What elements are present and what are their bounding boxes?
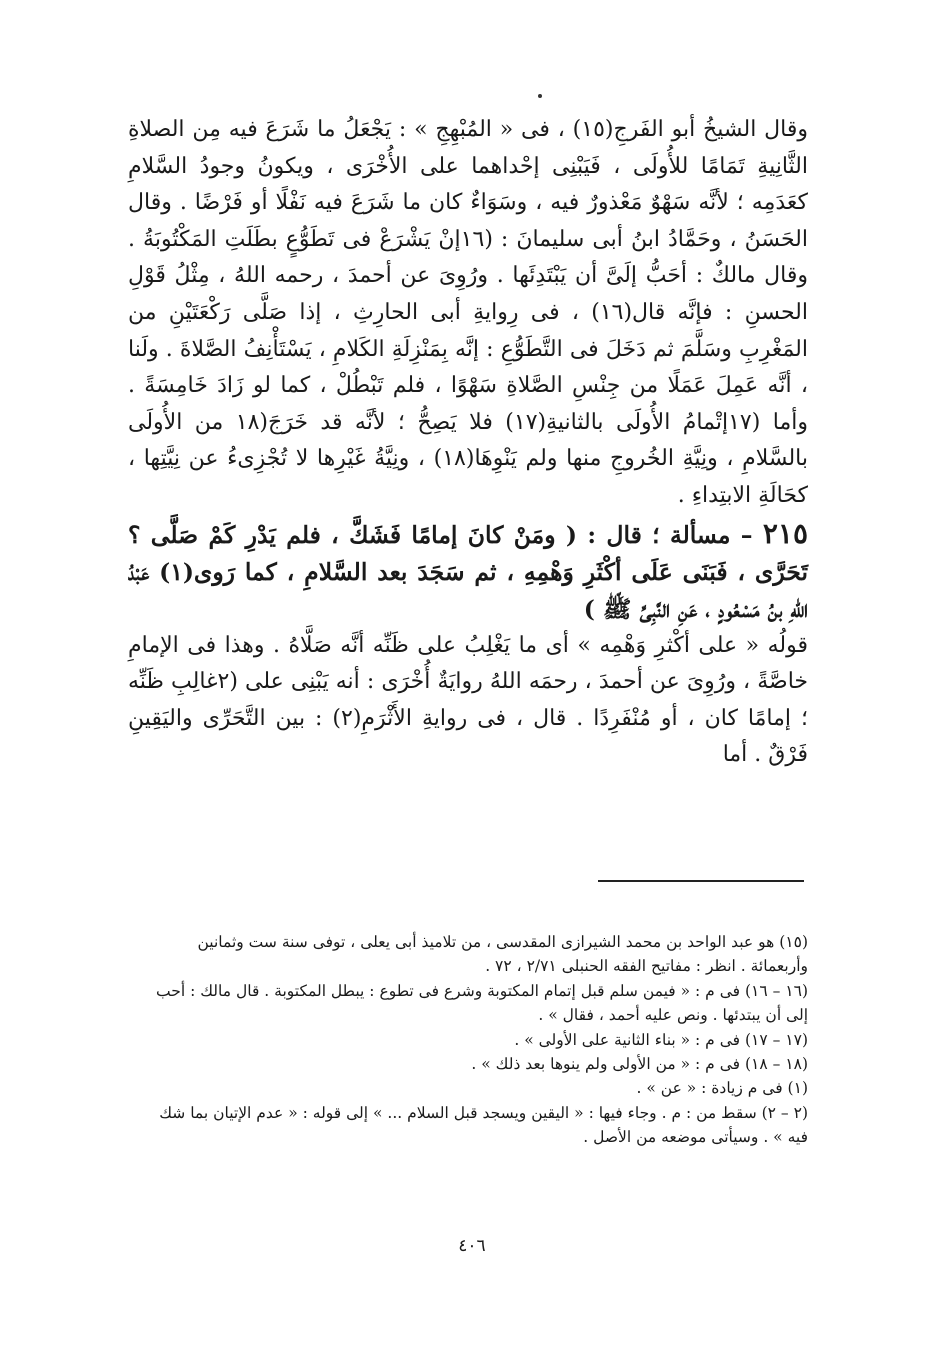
paragraph-2: قولُه « على أكْثرِ وَهْمِه » أى ما يَغْلِبُ على ظَنِّه أنَّه صَلَّاهُ . وهذا فى الإمامِ خاصَّةً ، ورُوِىَ عن أحمدَ ، رحمَه اللهُ روايَةٌ أُخْرَى : أنه يَبْنِى على (٢غالِبِ ظَنِّه ؛ إمامًا كان ، أو مُنْفَرِدًا . قال ، فى روايةِ الأَثْرَمِ(٢) : بين التَّحَرِّى واليَقِينِ فَرْقٌ . أما xyxy=(128,632,808,768)
header-dot xyxy=(538,94,542,98)
masala-number: ٢١٥ xyxy=(762,516,808,550)
footnote: (١٥) هو عبد الواحد بن محمد الشيرازى المقدسى ، من تلاميذ أبى يعلى ، توفى سنة ست وثمانين وأربعمائة . انظر : مفاتيح الفقه الحنبلى ٢/٧١ ، ٧٢ . xyxy=(197,933,808,976)
footnote: (١٨ – ١٨) فى م : « من الأولى ولم ينوها بعد ذلك » . xyxy=(471,1055,808,1074)
footnote: (١٦ – ١٦) فى م : « فيمن سلم قبل إتمام المكتوبة وشرع فى تطوع : يبطل المكتوبة . قال مالك : أحب إلى أن يبتدئها . ونص عليه أحمد ، فقال » . xyxy=(156,981,808,1025)
footnote: (١) فى م زيادة : « عن » . xyxy=(636,1079,808,1098)
footnote: (٢ – ٢) سقط من : م . وجاء فيها : « اليقين ويسجد قبل السلام ... » إلى قوله : « عدم الإتيان بما شك فيه » . وسيأتى موضعه من الأصل . xyxy=(159,1103,808,1147)
page-number: ٤٠٦ xyxy=(458,1236,486,1256)
footnotes xyxy=(136,930,808,1150)
masala-text: – مسألة ؛ قال : ( ومَنْ كانَ إمامًا فَشَكَّ ، فلم يَدْرِ كَمْ صَلَّى ؟ تَحَرَّى ، فَبَنَى عَلَى أكْثَرِ وَهْمِهِ ، ثم سَجَدَ بعد السَّلامِ ، كما رَوى(١) عَبْدُ اللهِ بنُ مَسْعُودٍ ، عَنِ النَّبِىِّ ﷺ ) xyxy=(128,520,808,623)
paragraph-1: وقال الشيخُ أبو الفَرجِ(١٥) ، فى « المُبْهِجِ » : يَجْعَلُ ما شَرَعَ فيه مِن الصلاةِ الثَّانِيةِ تَمَامًا للأُولَى ، فَيَبْنِى إحْداهما على الأُخْرَى ، ويكونُ وجودُ السَّلامِ كعَدَمِه ؛ لأنَّه سَهْوٌ مَعْذورٌ فيه ، وسَوَاءٌ كان ما شَرَعَ فيه نَفْلًا أو فَرْضًا . وقال الحَسَنُ ، وحَمَّادُ ابنُ أبى سليمانَ : (١٦إنْ يَشْرَعْ فى تَطَوُّعٍ بطَلَتِ المَكْتُوبَةُ . وقال مالكٌ : أحَبُّ إلَىَّ أن يَبْتَدِئَها . ورُوِىَ عن أحمدَ ، رحمه اللهُ ، مِثْلُ قَوْلِ الحسنِ : فإنَّه قال(١٦) ، فى رِوايةِ أبى الحارِثِ ، إذا صَلَّى رَكْعَتَيْنِ من المَغْرِبِ وسَلَّمَ ثم دَخَلَ فى التَّطَوُّعِ : إنَّه بِمَنْزِلَةِ الكَلامِ ، يَسْتَأْنِفُ الصَّلاةَ . ولَنا ، أنَّه عَمِلَ عَمَلًا من جِنْسِ الصَّلاةِ سَهْوًا ، فلم تَبْطُلْ ، كما لو زَادَ خَامِسَةً . وأما (١٧إتْمامُ الأُولَى بالثانيةِ(١٧) فلا يَصِحُّ ؛ لأنَّه قد خَرَجَ(١٨ من الأُولَى بالسَّلامِ ، ونِيَّةِ الخُروجِ منها ولم يَنْوِهَا(١٨) ، ونِيَّةُ غَيْرِها لا تُجْزِىءُ عن نِيَّتِها ، كحَالَةِ الابتِداءِ . xyxy=(128,117,808,508)
masala-heading xyxy=(128,515,808,628)
footnote: (١٧ – ١٧) فى م : « بناء الثانية على الأولى » . xyxy=(514,1030,808,1049)
footnote-separator xyxy=(598,880,804,882)
main-text xyxy=(128,112,808,774)
